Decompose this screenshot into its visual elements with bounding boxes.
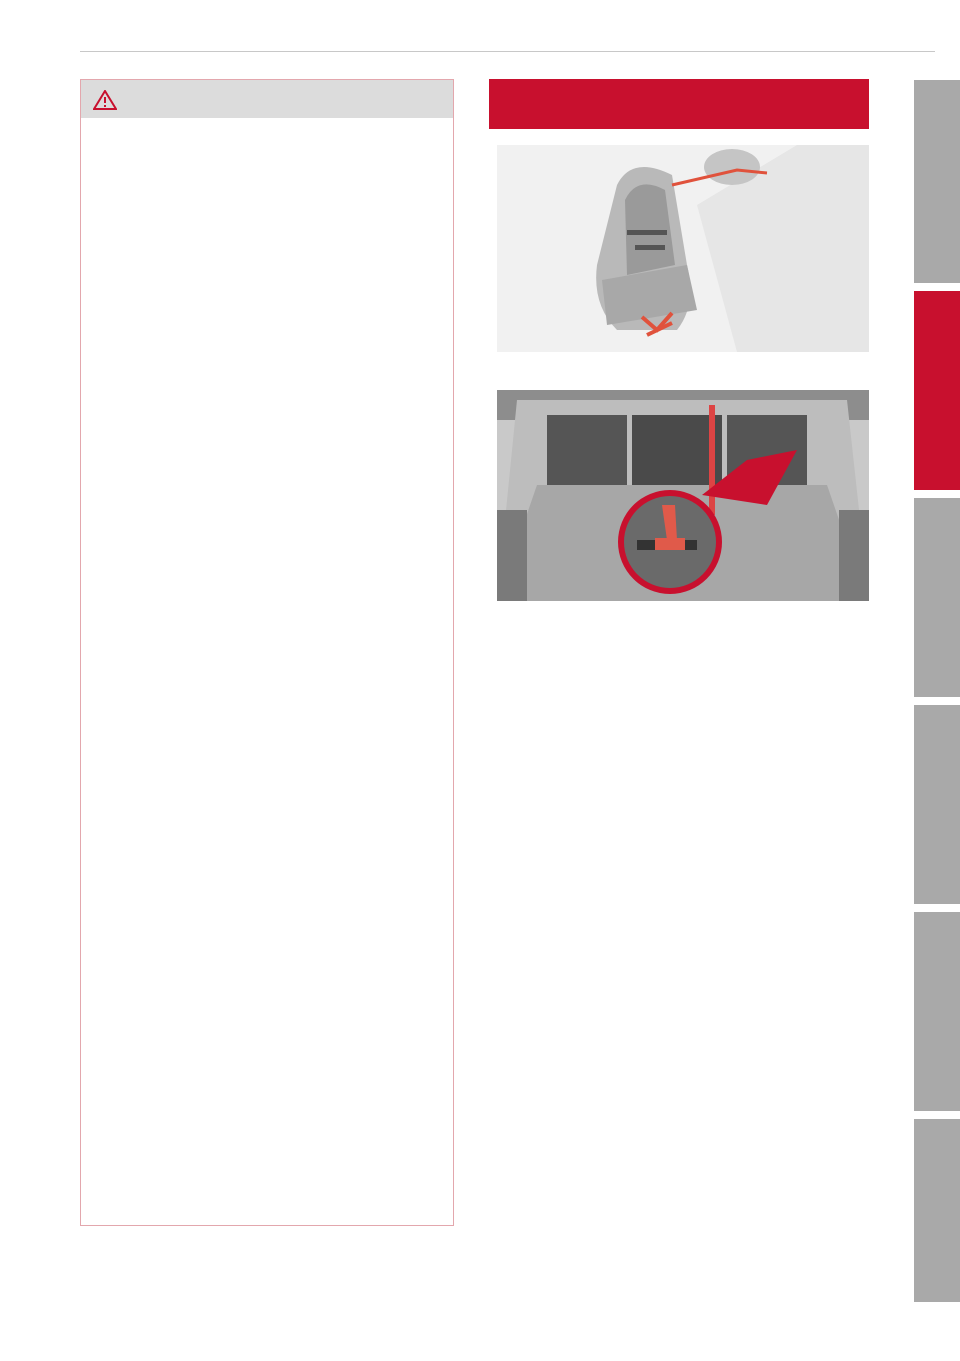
- tab-safety-first[interactable]: [914, 291, 960, 490]
- tab-controls-and-equipment[interactable]: [914, 80, 960, 283]
- warning-box: [80, 79, 454, 1226]
- figure-217-image: [497, 390, 869, 601]
- figure-216-caption: [497, 361, 501, 376]
- warning-header: [81, 80, 453, 118]
- figure-216-image: [497, 145, 869, 352]
- tab-vehicle-operation[interactable]: [914, 498, 960, 697]
- figure-217-caption: [497, 607, 501, 622]
- tab-vehicle-care[interactable]: [914, 705, 960, 904]
- section-title: [489, 79, 869, 129]
- child-seat-illustration: [497, 145, 869, 352]
- tab-do-it-yourself-service[interactable]: [914, 912, 960, 1111]
- warning-triangle-icon: [93, 90, 117, 110]
- cargo-area-illustration: [497, 390, 869, 601]
- header-rule: [80, 51, 935, 52]
- tab-technical-data[interactable]: [914, 1119, 960, 1302]
